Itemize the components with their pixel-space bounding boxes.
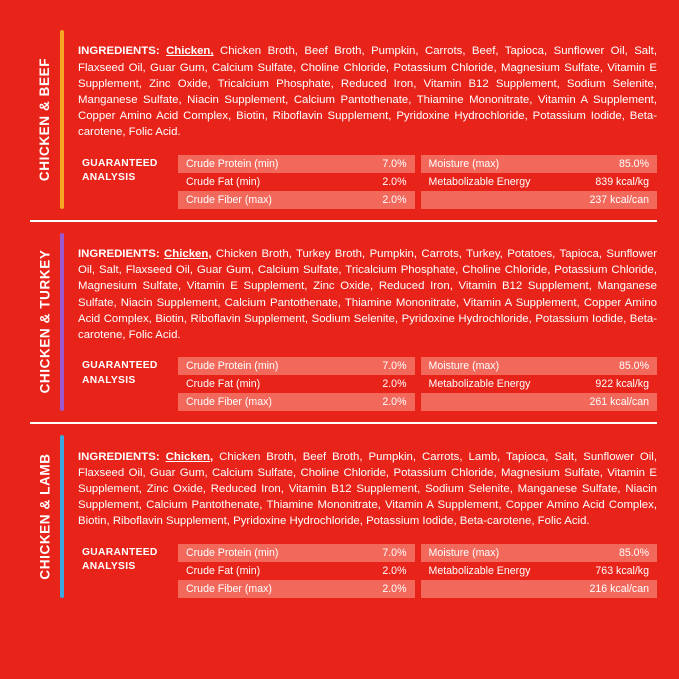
row-label: Crude Fat (min) [186,378,261,391]
ingredients-list: Chicken Broth, Beef Broth, Pumpkin, Carrots, Lamb, Tapioca, Salt, Sunflower Oil, Flaxseed Oil, Guar Gum, Calcium Sulfate, Choline Chloride, Potassium Chloride, Magnesium Sulfate, Vitamin E Supplement, Zinc Oxide, Reduced Iron, Vitamin B12 Supplement, Sodium Selenite, Manganese Sulfate, Niacin Supplement, Calcium Pantothenate, Thiamine Mononitrate, Vitamin A Supplement, Copper Amino Acid Complex, Biotin, Riboflavin Supplement, Pyridoxine Hydrochloride, Potassium Iodide, Beta-carotene, Folic Acid. [78,450,657,528]
variety-panel-chicken-turkey [30,233,657,412]
row-value: 2.0% [382,175,407,188]
guaranteed-analysis-title [82,357,178,388]
row-label: Metabolizable Energy [428,175,531,188]
row-label: Crude Fiber (max) [186,582,272,595]
row-value: 2.0% [382,396,407,409]
table-row [178,173,415,191]
ingredients-list: Chicken Broth, Beef Broth, Pumpkin, Carrots, Beef, Tapioca, Sunflower Oil, Salt, Flaxseed Oil, Guar Gum, Calcium Sulfate, Choline Chloride, Potassium Chloride, Magnesium Sulfate, Vitamin E Supplement, Zinc Oxide, Tricalcium Phosphate, Reduced Iron, Vitamin B12 Supplement, Sodium Selenite, Manganese Sulfate, Niacin Supplement, Calcium Pantothenate, Thiamine Mononitrate, Vitamin A Supplement, Copper Amino Acid Complex, Biotin, Riboflavin Supplement, Pyridoxine Hydrochloride, Potassium Iodide, Beta-carotene, Folic Acid. [78,45,657,139]
row-value: 7.0% [382,157,407,170]
row-value: 2.0% [382,582,407,595]
table-row [421,562,658,580]
first-ingredient: Chicken, [165,450,214,463]
ga-table-left [178,544,415,598]
table-row [421,544,658,562]
table-row [421,580,658,598]
row-label: Crude Fat (min) [186,564,261,577]
row-value: 2.0% [382,193,407,206]
row-value: 237 kcal/can [589,193,649,206]
row-label: Moisture (max) [428,546,500,559]
row-label: Crude Protein (min) [186,546,279,559]
table-row [178,155,415,173]
accent-rule-chicken-lamb [60,435,64,597]
panel-body-chicken-lamb [78,435,657,597]
first-ingredient: Chicken, [164,248,212,260]
guaranteed-analysis-title [82,155,178,186]
ga-table-left [178,155,415,209]
variety-name: CHICKEN & BEEF [37,57,53,181]
variety-side-label-chicken-turkey [30,233,60,412]
guaranteed-analysis-chicken-lamb [78,544,657,598]
row-value: 85.0% [618,546,649,559]
row-value: 261 kcal/can [589,396,649,409]
variety-side-label-chicken-lamb [30,435,60,597]
table-row [178,393,415,411]
row-label: Metabolizable Energy [428,378,531,391]
panel-body-chicken-turkey [78,233,657,412]
guaranteed-analysis-tables [178,357,657,411]
ingredients-label: INGREDIENTS: [78,450,160,463]
row-value: 922 kcal/kg [595,378,649,391]
table-row [421,191,658,209]
row-label: Metabolizable Energy [428,564,531,577]
ingredients-paragraph-chicken-lamb [78,449,657,530]
variety-panel-chicken-lamb [30,435,657,597]
guaranteed-analysis-chicken-beef [78,155,657,209]
table-row [178,375,415,393]
ga-table-left [178,357,415,411]
row-value: 85.0% [618,360,649,373]
table-row [178,580,415,598]
ga-table-right [421,155,658,209]
ga-title-line2: ANALYSIS [82,561,136,573]
first-ingredient: Chicken, [166,45,214,58]
ingredients-paragraph-chicken-beef [78,43,657,140]
ingredients-label: INGREDIENTS: [78,45,160,58]
guaranteed-analysis-title [82,544,178,575]
table-row [178,562,415,580]
panel-body-chicken-beef [78,30,657,209]
ga-title-line1: GUARANTEED [82,546,158,558]
row-label: Crude Fat (min) [186,175,261,188]
ingredients-label: INGREDIENTS: [78,248,160,260]
guaranteed-analysis-tables [178,544,657,598]
ga-table-right [421,544,658,598]
table-row [421,357,658,375]
variety-panel-chicken-beef [30,30,657,209]
row-value: 763 kcal/kg [595,564,649,577]
guaranteed-analysis-chicken-turkey [78,357,657,411]
panel-divider [30,422,657,424]
accent-rule-chicken-beef [60,30,64,209]
row-value: 7.0% [382,546,407,559]
ga-table-right [421,357,658,411]
row-label: Crude Fiber (max) [186,396,272,409]
row-label: Moisture (max) [428,157,500,170]
row-value: 85.0% [618,157,649,170]
ingredients-paragraph-chicken-turkey [78,246,657,343]
table-row [421,155,658,173]
row-value: 839 kcal/kg [595,175,649,188]
table-row [421,173,658,191]
ga-title-line1: GUARANTEED [82,157,158,169]
row-label: Crude Fiber (max) [186,193,272,206]
accent-rule-chicken-turkey [60,233,64,412]
row-label: Crude Protein (min) [186,360,279,373]
ga-title-line2: ANALYSIS [82,374,136,386]
table-row [178,544,415,562]
guaranteed-analysis-tables [178,155,657,209]
row-label: Crude Protein (min) [186,157,279,170]
row-value: 216 kcal/can [589,582,649,595]
table-row [421,375,658,393]
table-row [178,191,415,209]
variety-name: CHICKEN & TURKEY [37,249,53,394]
variety-name: CHICKEN & LAMB [37,453,53,580]
row-label: Moisture (max) [428,360,500,373]
row-value: 7.0% [382,360,407,373]
panel-divider [30,220,657,222]
ingredients-list: Chicken Broth, Turkey Broth, Pumpkin, Carrots, Turkey, Potatoes, Tapioca, Sunflower Oil, Salt, Flaxseed Oil, Guar Gum, Calcium Sulfate, Tricalcium Phosphate, Choline Chloride, Potassium Chloride, Magnesium Sulfate, Vitamin E Supplement, Zinc Oxide, Reduced Iron, Vitamin B12 Supplement, Manganese Sulfate, Niacin Supplement, Calcium Pantothenate, Thiamine Mononitrate, Vitamin A Supplement, Copper Amino Acid Complex, Biotin, Riboflavin Supplement, Sodium Selenite, Pyridoxine Hydrochloride, Potassium Iodide, Beta-carotene, Folic Acid. [78,248,657,342]
variety-side-label-chicken-beef [30,30,60,209]
table-row [421,393,658,411]
ga-title-line1: GUARANTEED [82,360,158,372]
row-value: 2.0% [382,378,407,391]
ga-title-line2: ANALYSIS [82,172,136,184]
row-value: 2.0% [382,564,407,577]
table-row [178,357,415,375]
